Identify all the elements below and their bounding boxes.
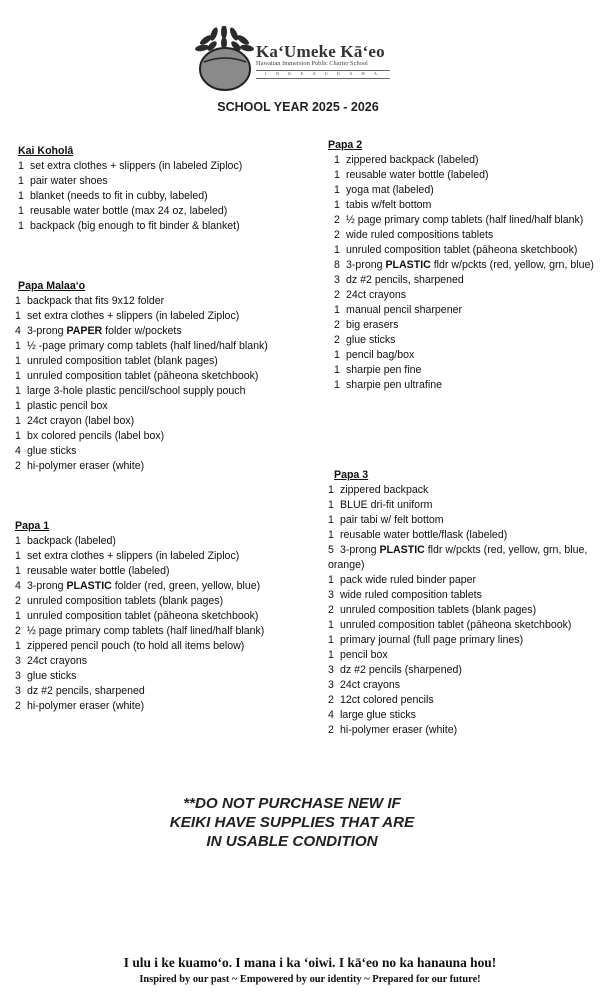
supply-item <box>15 579 264 594</box>
supply-list <box>334 153 594 393</box>
supply-text: big erasers <box>346 319 399 331</box>
supply-text: wide ruled compositions tablets <box>346 229 494 241</box>
supply-quantity: 1 <box>334 199 340 211</box>
supply-text: sharpie pen fine <box>346 364 422 376</box>
supply-quantity: 8 <box>334 259 340 271</box>
supply-text: unruled composition tablet (pāheona sketchbook) <box>340 619 572 631</box>
gourd-leaf-icon <box>192 26 254 92</box>
supply-quantity: 1 <box>15 565 21 577</box>
supply-text: glue sticks <box>346 334 396 346</box>
supply-text: backpack (big enough to fit binder & blanket) <box>30 220 240 232</box>
section-title: Papa Malaa‘o <box>18 280 86 292</box>
supply-text: tabis w/felt bottom <box>346 199 432 211</box>
supply-item <box>334 183 594 198</box>
supply-text: large 3-hole plastic pencil/school supply pouch <box>27 385 246 397</box>
supply-text: dz #2 pencils (sharpened) <box>340 664 462 676</box>
supply-text: ½ page primary comp tablets (half lined/half blank) <box>346 214 584 226</box>
supply-quantity: 1 <box>15 370 21 382</box>
supply-quantity: 1 <box>15 535 21 547</box>
supply-text: 24ct crayon (label box) <box>27 415 135 427</box>
supply-item <box>15 639 264 654</box>
supply-quantity: 2 <box>334 334 340 346</box>
supply-text: zippered pencil pouch (to hold all items below) <box>27 640 245 652</box>
supply-item <box>18 159 242 174</box>
supply-item <box>328 498 587 513</box>
supply-quantity: 1 <box>328 514 334 526</box>
supply-quantity: 1 <box>15 430 21 442</box>
supply-quantity: 2 <box>334 229 340 241</box>
notice-line: IN USABLE CONDITION <box>206 833 378 850</box>
supply-item <box>328 618 587 633</box>
supply-quantity: 1 <box>328 619 334 631</box>
supply-quantity: 1 <box>328 484 334 496</box>
supply-item <box>328 648 587 663</box>
supply-item <box>15 429 268 444</box>
supply-item <box>15 549 264 564</box>
supply-quantity: 3 <box>328 589 334 601</box>
supply-quantity: 1 <box>334 349 340 361</box>
supply-quantity: 2 <box>334 214 340 226</box>
supply-text: wide ruled composition tablets <box>340 589 482 601</box>
supply-list <box>15 294 268 474</box>
supply-text: pair water shoes <box>30 175 108 187</box>
supply-quantity: 2 <box>334 319 340 331</box>
supply-text: pack wide ruled binder paper <box>340 574 477 586</box>
supply-text: 24ct crayons <box>340 679 401 691</box>
supply-item <box>334 348 594 363</box>
supply-item <box>334 243 594 258</box>
supply-quantity: 1 <box>334 304 340 316</box>
supply-text: 3-prong <box>27 325 67 337</box>
supply-quantity: 1 <box>18 175 24 187</box>
supply-item <box>334 213 594 228</box>
supply-item-continuation: orange) <box>328 559 365 571</box>
supply-text: backpack that fits 9x12 folder <box>27 295 165 307</box>
supply-item <box>15 354 268 369</box>
section-papa-malaao <box>15 279 268 474</box>
supply-quantity: 1 <box>15 385 21 397</box>
supply-quantity: 3 <box>15 655 21 667</box>
supply-quantity: 4 <box>15 325 21 337</box>
supply-text: hi-polymer eraser (white) <box>340 724 458 736</box>
supply-quantity: 1 <box>334 244 340 256</box>
section-papa-2 <box>328 138 594 393</box>
supply-item <box>328 483 587 498</box>
supply-text: sharpie pen ultrafine <box>346 379 442 391</box>
supply-item <box>15 294 268 309</box>
supply-quantity: 4 <box>15 580 21 592</box>
supply-quantity: 2 <box>334 289 340 301</box>
supply-item <box>328 588 587 603</box>
supply-item <box>18 174 242 189</box>
supply-text: folder w/pockets <box>102 325 182 337</box>
supply-quantity: 1 <box>15 415 21 427</box>
supply-item <box>334 378 594 393</box>
supply-item <box>334 318 594 333</box>
supply-item <box>15 399 268 414</box>
school-year-heading: SCHOOL YEAR 2025 - 2026 <box>217 100 379 114</box>
supply-quantity: 1 <box>15 640 21 652</box>
supply-text: pair tabi w/ felt bottom <box>340 514 444 526</box>
footer-tagline: Inspired by our past ~ Empowered by our identity ~ Prepared for our future! <box>139 974 481 985</box>
supply-quantity: 1 <box>15 610 21 622</box>
supply-item <box>334 273 594 288</box>
supply-text: fldr w/pckts (red, yellow, grn, blue) <box>430 259 594 271</box>
supply-quantity: 1 <box>328 634 334 646</box>
section-papa-3 <box>328 468 587 738</box>
supply-quantity: 3 <box>328 679 334 691</box>
supply-text: 24ct crayons <box>346 289 407 301</box>
supply-quantity: 1 <box>334 364 340 376</box>
supply-quantity: 2 <box>328 604 334 616</box>
supply-text: set extra clothes + slippers (in labeled Ziploc) <box>30 160 243 172</box>
supply-item <box>328 708 587 723</box>
supply-item <box>328 723 587 738</box>
logo-school-name: Ka‘Umeke Kā‘eo <box>256 42 385 61</box>
supply-quantity: 2 <box>15 700 21 712</box>
supply-text: reusable water bottle (labeled) <box>27 565 170 577</box>
supply-text: large glue sticks <box>340 709 416 721</box>
supply-text: 12ct colored pencils <box>340 694 434 706</box>
supply-item <box>334 153 594 168</box>
supply-item <box>328 543 587 558</box>
supply-text: pencil box <box>340 649 388 661</box>
supply-quantity: 1 <box>18 220 24 232</box>
supply-text: dz #2 pencils, sharpened <box>346 274 464 286</box>
supply-text: hi-polymer eraser (white) <box>27 460 145 472</box>
supply-item <box>15 594 264 609</box>
supply-text: set extra clothes + slippers (in labeled Ziploc) <box>27 310 240 322</box>
supply-item <box>15 669 264 684</box>
supply-text: reusable water bottle (max 24 oz, labeled) <box>30 205 228 217</box>
supply-quantity: 4 <box>328 709 334 721</box>
supply-quantity: 1 <box>15 355 21 367</box>
supply-item <box>15 309 268 324</box>
supply-quantity: 1 <box>334 184 340 196</box>
supply-emphasis: PLASTIC <box>379 544 425 556</box>
supply-quantity: 1 <box>328 499 334 511</box>
supply-text: bx colored pencils (label box) <box>27 430 165 442</box>
supply-quantity: 1 <box>15 340 21 352</box>
purchase-notice <box>0 794 584 851</box>
supply-quantity: 1 <box>328 529 334 541</box>
supply-text: 24ct crayons <box>27 655 88 667</box>
supply-text: 3-prong <box>340 544 380 556</box>
supply-text: 3-prong <box>27 580 67 592</box>
supply-text: pencil bag/box <box>346 349 415 361</box>
supply-item <box>334 363 594 378</box>
supply-text: unruled composition tablets (blank pages) <box>340 604 537 616</box>
supply-item <box>15 624 264 639</box>
supply-quantity: 1 <box>18 205 24 217</box>
supply-item <box>334 333 594 348</box>
section-title: Kai Koholā <box>18 145 74 157</box>
supply-item <box>334 198 594 213</box>
notice-line: **DO NOT PURCHASE NEW IF <box>183 795 401 812</box>
supply-list <box>328 483 587 738</box>
supply-quantity: 2 <box>15 595 21 607</box>
supply-quantity: 1 <box>334 379 340 391</box>
supply-item <box>334 228 594 243</box>
supply-quantity: 1 <box>15 400 21 412</box>
supply-item <box>15 444 268 459</box>
supply-quantity: 4 <box>15 445 21 457</box>
supply-list <box>18 159 242 234</box>
section-title: Papa 2 <box>328 139 363 151</box>
section-papa-1 <box>15 519 264 714</box>
supply-text: reusable water bottle/flask (labeled) <box>340 529 508 541</box>
supply-text: ½ page primary comp tablets (half lined/half blank) <box>27 625 265 637</box>
supply-item <box>15 369 268 384</box>
supply-quantity: 1 <box>328 574 334 586</box>
supply-text: ½ -page primary comp tablets (half lined/half blank) <box>27 340 268 352</box>
section-title: Papa 1 <box>15 520 50 532</box>
supply-quantity: 2 <box>328 724 334 736</box>
supply-item <box>18 204 242 219</box>
notice-line: KEIKI HAVE SUPPLIES THAT ARE <box>169 814 415 831</box>
supply-item <box>15 564 264 579</box>
supply-list <box>15 534 264 714</box>
supply-text: yoga mat (labeled) <box>346 184 434 196</box>
supply-item <box>328 678 587 693</box>
supply-quantity: 5 <box>328 544 334 556</box>
supply-item <box>334 258 594 273</box>
supply-quantity: 1 <box>15 310 21 322</box>
supply-text: unruled composition tablet (pāheona sketchbook) <box>27 370 259 382</box>
logo-school-subtitle: Hawaiian Immersion Public Charter School <box>256 60 368 67</box>
logo-place: I N K E A U K A H A <box>265 71 381 76</box>
supply-item <box>334 168 594 183</box>
supply-text: set extra clothes + slippers (in labeled Ziploc) <box>27 550 240 562</box>
supply-quantity: 2 <box>15 625 21 637</box>
supply-text: backpack (labeled) <box>27 535 116 547</box>
supply-item <box>328 528 587 543</box>
supply-item <box>15 414 268 429</box>
supply-item <box>18 189 242 204</box>
supply-text: plastic pencil box <box>27 400 108 412</box>
supply-text: unruled composition tablet (pāheona sketchbook) <box>27 610 259 622</box>
supply-item <box>15 654 264 669</box>
supply-quantity: 1 <box>328 649 334 661</box>
supply-text: unruled composition tablet (pāheona sketchbook) <box>346 244 578 256</box>
supply-quantity: 1 <box>18 190 24 202</box>
supply-quantity: 3 <box>15 685 21 697</box>
supply-text: BLUE dri-fit uniform <box>340 499 433 511</box>
supply-quantity: 1 <box>15 550 21 562</box>
supply-text: reusable water bottle (labeled) <box>346 169 489 181</box>
supply-item <box>15 534 264 549</box>
supply-quantity: 3 <box>328 664 334 676</box>
supply-item <box>328 693 587 708</box>
supply-quantity: 1 <box>334 154 340 166</box>
supply-item <box>18 219 242 234</box>
supply-text: 3-prong <box>346 259 386 271</box>
supply-text: zippered backpack (labeled) <box>346 154 479 166</box>
supply-item <box>15 684 264 699</box>
supply-text: zippered backpack <box>340 484 429 496</box>
supply-item <box>15 459 268 474</box>
supply-text: dz #2 pencils, sharpened <box>27 685 145 697</box>
supply-item <box>328 573 587 588</box>
supply-item <box>334 303 594 318</box>
supply-quantity: 2 <box>15 460 21 472</box>
section-title: Papa 3 <box>334 469 369 481</box>
supply-emphasis: PLASTIC <box>385 259 431 271</box>
section-kai-kohola <box>18 144 242 234</box>
supply-quantity: 2 <box>328 694 334 706</box>
supply-item <box>15 324 268 339</box>
supply-text: folder (red, green, yellow, blue) <box>111 580 261 592</box>
supply-quantity: 1 <box>334 169 340 181</box>
logo-divider <box>256 78 390 79</box>
footer-motto: I ulu i ke kuamo‘o. I mana i ka ‘oiwi. I kā‘eo no ka hanauna hou! <box>123 955 497 970</box>
supply-quantity: 3 <box>15 670 21 682</box>
supply-emphasis: PAPER <box>66 325 103 337</box>
supply-quantity: 1 <box>18 160 24 172</box>
supply-text: glue sticks <box>27 445 77 457</box>
supply-text: blanket (needs to fit in cubby, labeled) <box>30 190 208 202</box>
supply-quantity: 1 <box>15 295 21 307</box>
supply-item <box>15 339 268 354</box>
supply-text: manual pencil sharpener <box>346 304 463 316</box>
supply-text: unruled composition tablet (blank pages) <box>27 355 218 367</box>
supply-quantity: 3 <box>334 274 340 286</box>
supply-text: hi-polymer eraser (white) <box>27 700 145 712</box>
supply-item <box>334 288 594 303</box>
supply-item <box>328 513 587 528</box>
supply-item <box>328 603 587 618</box>
supply-item <box>15 609 264 624</box>
supply-text: fldr w/pckts (red, yellow, grn, blue, <box>424 544 588 556</box>
supply-item <box>328 633 587 648</box>
supply-text: primary journal (full page primary lines) <box>340 634 524 646</box>
supply-item <box>15 699 264 714</box>
supply-item <box>15 384 268 399</box>
supply-emphasis: PLASTIC <box>66 580 112 592</box>
supply-text: unruled composition tablets (blank pages) <box>27 595 224 607</box>
supply-item <box>328 663 587 678</box>
supply-text: glue sticks <box>27 670 77 682</box>
